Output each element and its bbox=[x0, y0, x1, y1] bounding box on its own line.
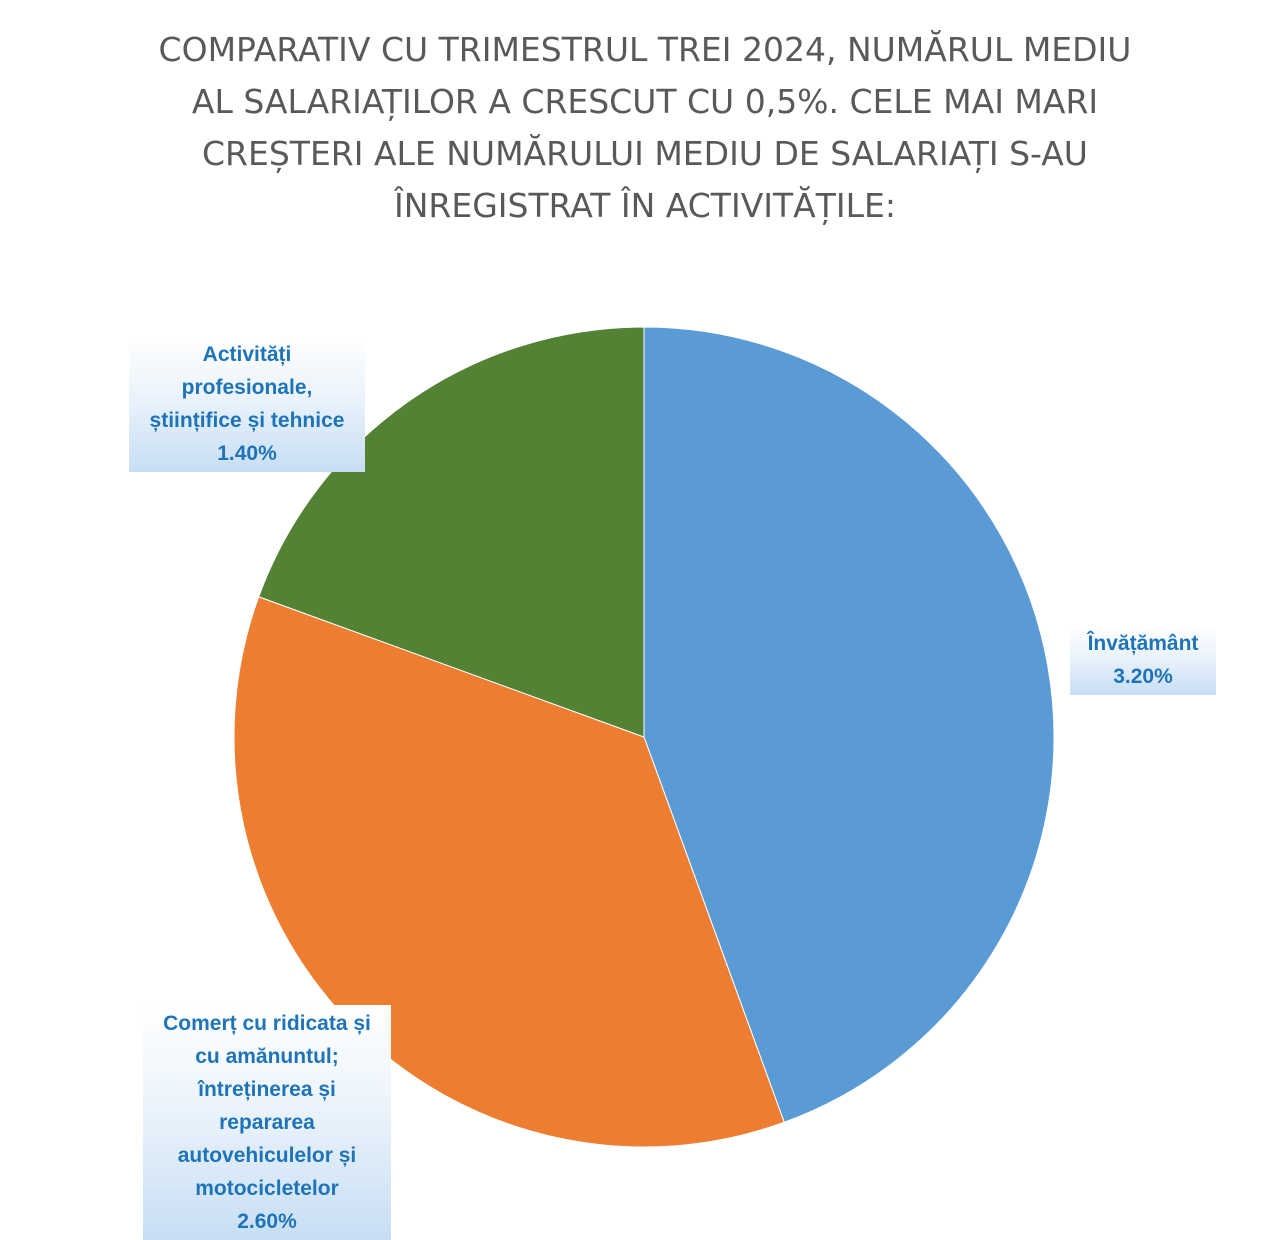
data-label-category: Învățământ bbox=[1087, 632, 1199, 655]
data-label-value: 3.20% bbox=[1113, 665, 1173, 688]
data-label-category: Activități profesionale, științifice și tehnice bbox=[149, 343, 345, 432]
data-label-invatamant bbox=[1070, 625, 1216, 695]
data-label-category: Comerț cu ridicata și cu amănuntul; întreținerea și repararea autovehiculelor și motocicletelor bbox=[163, 1012, 371, 1200]
data-label-value: 1.40% bbox=[217, 442, 277, 465]
data-label-value: 2.60% bbox=[237, 1210, 297, 1233]
chart-title: COMPARATIV CU TRIMESTRUL TREI 2024, NUMĂRUL MEDIU AL SALARIAȚILOR A CRESCUT CU 0,5%. CELE MAI MARI CREȘTERI ALE NUMĂRULUI MEDIU DE SALARIAȚI S-AU ÎNREGISTRAT ÎN ACTIVITĂȚILE: bbox=[158, 30, 1132, 225]
data-label-comert bbox=[143, 1005, 391, 1240]
data-label-activitati-profesionale bbox=[129, 336, 365, 472]
